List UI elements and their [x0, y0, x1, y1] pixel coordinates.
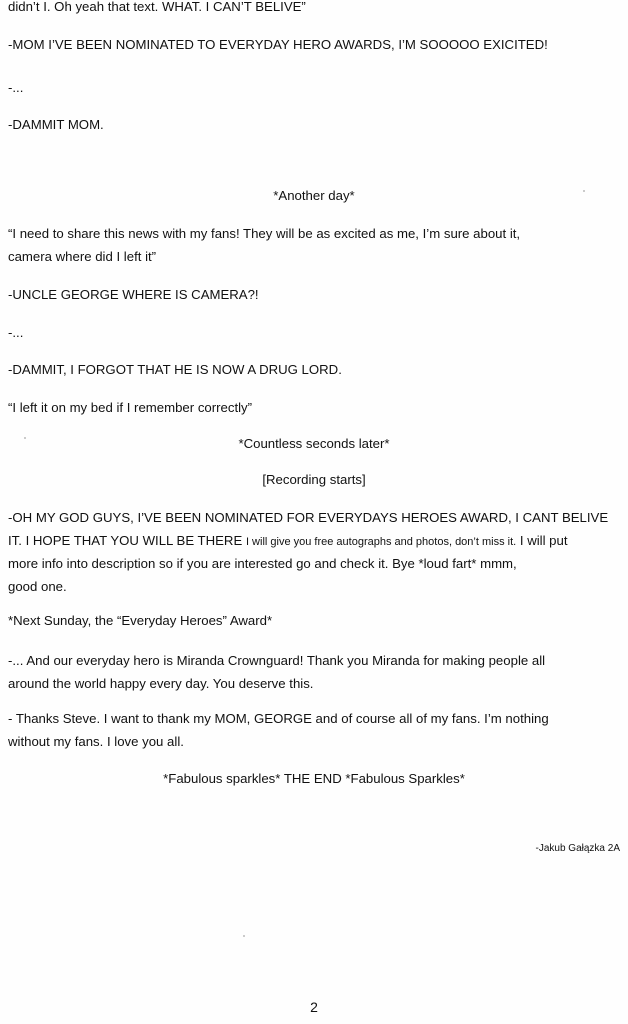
text-line: around the world happy every day. You deserve this.: [8, 676, 314, 691]
text-line: - Thanks Steve. I want to thank my MOM, GEORGE and of course all of my fans. I’m nothing: [8, 711, 549, 726]
scene-heading: *Another day*: [273, 188, 355, 203]
text-line: camera where did I left it”: [8, 249, 157, 264]
scene-heading: *Countless seconds later*: [238, 436, 390, 451]
author-signature: -Jakub Gałązka 2A: [535, 843, 620, 854]
text-segment: I will put: [519, 533, 568, 548]
scan-speck: [583, 190, 585, 192]
text-line: “I need to share this news with my fans! They will be as excited as me, I’m sure about it,: [8, 226, 521, 241]
text-line: -DAMMIT MOM.: [8, 117, 104, 132]
closing-line: *Fabulous sparkles* THE END *Fabulous Sparkles*: [163, 771, 465, 786]
text-line: *Next Sunday, the “Everyday Heroes” Award*: [8, 613, 273, 628]
text-line: didn’t I. Oh yeah that text. WHAT. I CAN’T BELIVE”: [8, 0, 306, 14]
text-line: -OH MY GOD GUYS, I’VE BEEN NOMINATED FOR EVERYDAYS HEROES AWARD, I CANT BELIVE: [8, 510, 609, 525]
text-line: -...: [8, 325, 24, 340]
text-line: without my fans. I love you all.: [8, 734, 184, 749]
text-line: -...: [8, 80, 24, 95]
text-line: more info into description so if you are interested go and check it. Bye *loud fart* mmm,: [8, 556, 517, 571]
scan-speck: [24, 437, 26, 439]
text-line: -UNCLE GEORGE WHERE IS CAMERA?!: [8, 287, 259, 302]
text-line: -... And our everyday hero is Miranda Crownguard! Thank you Miranda for making people all: [8, 653, 546, 668]
text-line: good one.: [8, 579, 67, 594]
text-line: “I left it on my bed if I remember correctly”: [8, 400, 253, 415]
text-line: -MOM I’VE BEEN NOMINATED TO EVERYDAY HERO AWARDS, I’M SOOOOO EXICITED!: [8, 37, 548, 52]
scene-heading: [Recording starts]: [262, 472, 366, 487]
text-segment: IT. I HOPE THAT YOU WILL BE THERE: [8, 533, 243, 548]
scan-speck: [243, 935, 245, 937]
text-segment-small: I will give you free autographs and photos, don’t miss it.: [245, 536, 517, 548]
text-line: -DAMMIT, I FORGOT THAT HE IS NOW A DRUG LORD.: [8, 362, 342, 377]
page-number: 2: [310, 999, 318, 1015]
text-line: [8, 530, 620, 553]
